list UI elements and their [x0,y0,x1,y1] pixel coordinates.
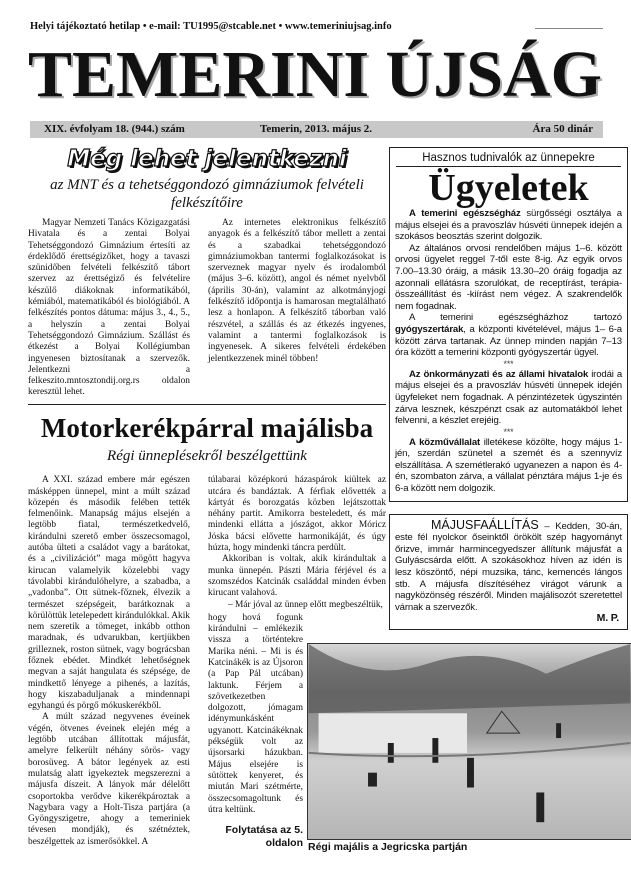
article1-title: Még lehet jelentkezni [67,146,347,172]
tagline: Helyi tájékoztató hetilap • e-mail: TU1995@stcable.net • www.temeriniujsag.info [30,21,392,32]
masthead: TEMERINI ÚJSÁG [28,38,602,111]
bold-text: Az önkormányzati és az állami hivatalok [409,368,589,380]
notice-keyword: MÁJUSFAÁLLÍTÁS [431,517,539,532]
paragraph: Az internetes elektronikus felkészítő anyagok és a felkészítő tábor mellett a zentai és a szabadkai tehetséggondozó gimnáziumokban tantermi foglalkozásokat is szerveznek magyar nyelv és irodalomból (május 3–6. között), angol és német nyelvből (április 30-án), valamint az alkotmányjogi felkészítő időpontja is hamarosan megtalálható lesz a honlapon. A felkészítő táborban való részvétel, a szállás és az étkezés ingyenes, valamint a tantermi foglalkozások is ingyenesek. A sikeres felvételi érdekében jelentkezzenek minél többen! [208,218,386,364]
text: A temerini egészségházhoz tartozó [409,312,622,324]
text: illetékese közölte, hogy május 1-jén, szerdán szünetel a szemét és a szennyvíz elszállítása. A szemétlerakó ugyanezen a napon és 4-én, szombaton zárva, a vállalat pénztára május 1-je és 6-a között nem dolgozik. [395,436,623,495]
paragraph: hogy hová fogunk kirándulni – emlékezik vissza a történtekre Marika néni. – Mi is és Katcinákék is az Újsoron (a Pap Pál utcában) laktunk. Férjem a szövetkezetben dolgozott, jómagam idénymunkásként ugyanott. Katcinákéknak pékségük volt az újsorsarki házukban. Május elsejére is sütöttek kenyeret, és miután Mari szétmérte, összecsomagoltunk és útra keltünk. [208,612,303,815]
article2-column-1 [28,475,190,850]
box-header: Hasznos tudnivalók az ünnepekre [396,152,621,167]
price: Ára 50 dinár [532,123,593,135]
article2-subtitle: Régi ünneplésekről beszélgettünk [107,448,307,465]
holiday-info-box [389,147,628,502]
paragraph: Magyar Nemzeti Tanács Közigazgatási Hivatala és a zentai Bolyai Tehetséggondozó Gimnázium értesíti az érdeklődő érettségizőket, hogy a tavaszi szünidőben felvételi felkészítő tábort szervez az érettségiző és felvételire készülő diákoknak informatikából, kémiából, matematikából és biológiából. A felkészítés pontos dátuma: május 3., 4., 5., a helyszín a zentai Bolyai Tehetséggondozó Gimnázium. Szállást és étkezést a Bolyai Kollégiumban ingyenesen biztosítanak a szervezők. Jelentkezni a felkeszito.mntosztondij.org.rs oldalon keresztül lehet. [28,218,190,398]
article2-column-2 [208,475,468,853]
notice-text: – Kedden, 30-án, este fél nyolckor őseinktől örökölt szép hagyományt őrizve, immár harmincegyedszer állítunk májusfát a Gulyáscsárda előtt. A szokásokhoz híven az idén is lesz köszöntő, népi muzsika, tánc, kemencés lángos stb. A májusfa díszítéséhez virágot várunk a nagyközönség részéről. Minden majálisozót szeretettel várnak a szervezők. [395,520,622,613]
bold-text: A közművállalat [409,436,481,448]
issue-bar [30,121,603,138]
separator: *** [503,358,514,369]
article1-subtitle: az MNT és a tehetséggondozó gimnáziumok felvételi felkészítőire [50,177,364,211]
paragraph: túlabarai középkorú házaspárok kiültek az utcára és bandáztak. A férfiak elővették a kártyát és borozgatás közben lejátszottak néhány partit. Amikorra besteledett, és már mindenki ellátta a jószágot, akkor Móricz Jóska bácsi elővette harmonikáját, és úgy húzta, hogy mindenki táncra perdült. [208,475,386,554]
maypole-notice-box [389,514,628,630]
continued-note: Folytatása az 5. oldalon [225,824,303,850]
paragraph: A XXI. század embere már egészen másképpen ünnepel, mint a múlt század közepén és második felében tették felmenőink. Manapság május elsején a legtöbb fiatal, természetkedvelő, kirándulni szerető ember összecsomagol, autóba ülteti a családot vagy a barátokat, és a „civilizációt” maga mögött hagyva kirucan valamelyik közelebbi vagy távolabbi kirándulóhelyre, a szabadba, a „vadonba”. Ott sütnek-főznek, élvezik a természet szépségeit, barátkoznak a körülöttük letelepedett kirándulókkal. Akik nem szeretik a tömeget, inkább otthon maradnak, és udvarukban, kertjükben grilleznek, roston sütnek, vagy bográcsban főznek ebédet. Mindkét lehetőségnek megvan a saját hangulata és szépsége, de mindkettő lényege a pihenés, a lazítás, hogy kiszabaduljanak a mindennapi egyhangú és pörgő mókuskerékből. [28,475,190,712]
paragraph: Akkoriban is voltak, akik kirándultak a munka ünnepén. Pászti Mária férjével és a szomszédos Katcinák családdal minden évben kirucant valahová. [208,554,386,599]
text: irodái a május elsejei és a pravoszláv húsvéti ünnepek idején ügyfeleket nem fogadnak. A pénzintézetek úgyszintén zárva lesznek, készpénzt csak az automatákból lehet felvenni, a készlet erejéig. [395,368,622,427]
narrow-column-row [208,612,468,853]
photo-illustration [308,644,631,839]
text: , a központi kivételével, május 1– 6-a között zárva tartanak. Az ünnep minden napján 7–13 óra között a temerini központi gyógyszertár ügyel. [395,323,622,359]
article2-column-2-narrow [208,613,303,850]
text: sürgősségi osztálya a május elsejei és a pravoszláv húsvéti ünnepek idején a szokásos beosztás szerint dolgozik. [395,208,622,243]
box-title: Ügyeletek [428,167,589,209]
article1-column-2 [208,218,386,399]
bold-text: gyógyszertárak [395,323,464,335]
divider [28,404,386,406]
paragraph: Az általános orvosi rendelőben május 1–6. között orvosi ügyelet reggel 7-től este 8-ig. Az egyik orvos 7.00–13.30 óráig, a másik 13.30–20 óráig fogadja az azonnali ellátásra szorulókat, de receptírást, terápia-összeállítást és -kiírást nem végez. A szakrendelők nem fogadnak. [395,242,622,312]
photo-majalis [307,643,631,840]
signature: M. P. [596,612,619,625]
paragraph: – Már jóval az ünnep előtt megbeszéltük, [228,599,383,610]
divider [535,28,603,29]
bold-text: A temerini egészségház [409,208,521,219]
article1-column-1 [28,218,190,399]
issue-number: XIX. évfolyam 18. (944.) szám [44,123,185,135]
photo-caption: Régi majális a Jegricska partján [308,840,468,853]
article2-body [28,475,468,853]
right-section [389,147,628,630]
article1-body [28,218,386,399]
place-date: Temerin, 2013. május 2. [260,123,373,135]
paragraph: A múlt század negyvenes éveinek végén, ötvenes éveinek elején még a legtöbb utcában állítottak májusfát, amelyre felkerült néhány sörös- vagy borosüveg. A bátor legények az esti mulatság alatt igyekeztek megszerezni a májusfa díszeit. A lányok már délelőtt csoportokba verődve kikerékpároztak a Nagybara vagy a Holt-Tisza partjára (a Gyöngyszigetre, ahogy a temeriniek tévesen mondják), és szétnéztek, beszélgettek az ismerősökkel. A [28,712,190,847]
separator: *** [503,426,514,437]
article2-title: Motorkerékpárral majálisba [40,413,374,444]
